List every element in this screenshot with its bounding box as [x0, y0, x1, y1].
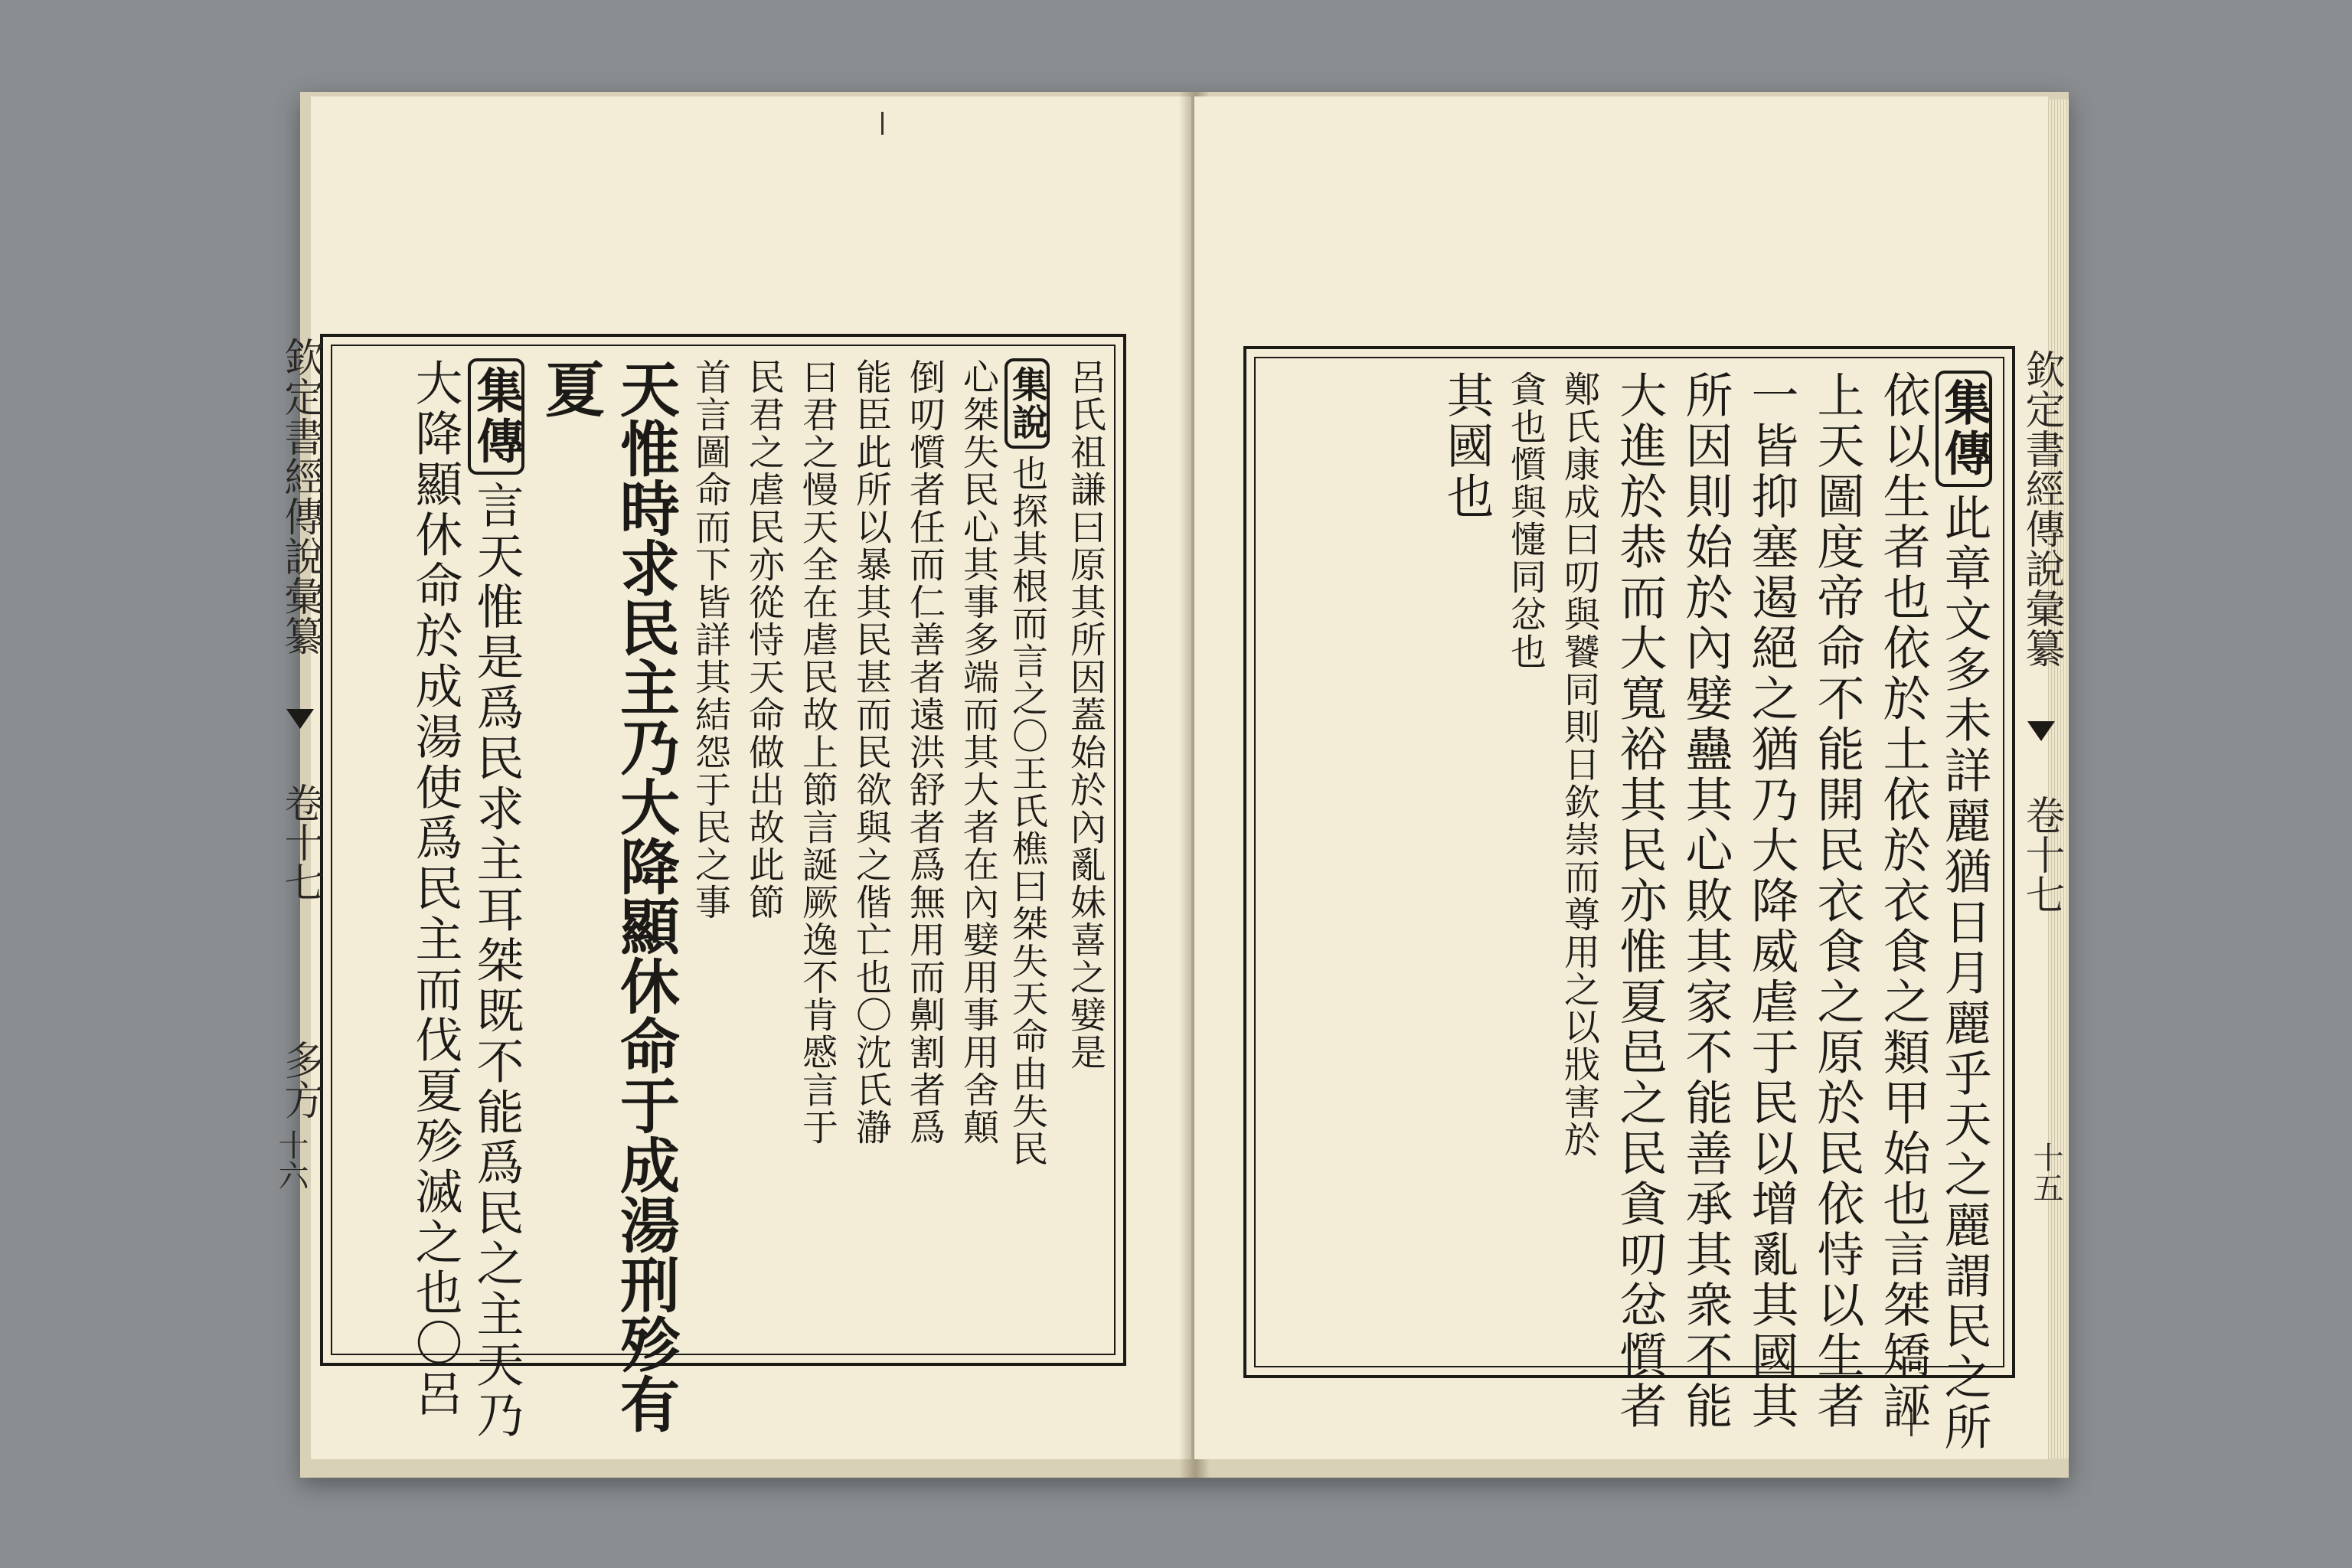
column-text: 言天惟是爲民求主耳桀既不能爲民之主天乃 — [469, 481, 524, 1441]
column-text: 大降顯休命於成湯使爲民主而伐夏殄滅之也〇呂 — [407, 358, 463, 1419]
tick-mark — [881, 112, 884, 135]
text-column — [1429, 371, 1494, 1355]
right-margin-column — [2017, 349, 2064, 1375]
text-column — [529, 358, 605, 1343]
margin-title: 欽定書經傳說彙纂 — [277, 337, 323, 655]
text-column — [1548, 371, 1600, 1355]
column-text: 所因則始於內嬖蠱其心敗其家不能善承其衆不能 — [1677, 371, 1733, 1432]
column-text: 天惟時求民主乃大降顯休命于成湯刑殄有 — [610, 358, 680, 1433]
text-column — [893, 358, 946, 1343]
fold-number: 十五 — [2028, 1142, 2063, 1203]
column-text: 一皆抑塞遏絕之猶乃大降威虐于民以增亂其國其 — [1743, 371, 1799, 1432]
text-column — [947, 358, 999, 1343]
text-column — [1668, 371, 1733, 1432]
column-text: 大進於恭而大寬裕其民亦惟夏邑之民貪叨忿懫者 — [1612, 371, 1668, 1432]
right-text-frame — [1243, 346, 2064, 1453]
right-page — [1194, 96, 2064, 1459]
text-column — [840, 358, 892, 1343]
text-column — [1733, 371, 1799, 1432]
text-column — [604, 358, 680, 1433]
text-column — [1799, 371, 1865, 1432]
column-text: 呂氏祖謙曰原其所因蓋始於內亂妹喜之嬖是 — [1064, 358, 1106, 1071]
text-column — [786, 358, 838, 1343]
margin-chapter: 多方 — [277, 1040, 323, 1119]
section-badge: 集傳 — [1936, 371, 1992, 487]
column-text: 曰君之慢天全在虐民故上節言誕厥逸不肯慼言于 — [796, 358, 838, 1146]
left-margin-column — [273, 337, 323, 1363]
left-page — [273, 96, 1191, 1459]
text-column — [1001, 358, 1050, 1343]
fold-number: 十六 — [273, 1129, 309, 1191]
text-column — [1602, 371, 1668, 1432]
right-text-columns — [1266, 371, 1992, 1453]
margin-volume: 卷十七 — [2018, 795, 2064, 914]
open-book — [273, 92, 2069, 1478]
column-text: 倒叨懫者任而仁善者遠洪舒者爲無用而劓割者爲 — [903, 358, 946, 1146]
text-column — [1865, 371, 1931, 1432]
column-text: 民君之虐民亦從恃天命做出故此節 — [743, 358, 785, 921]
text-column — [1931, 371, 1992, 1453]
column-text: 上天圖度帝命不能開民衣食之原於民依恃以生者 — [1809, 371, 1865, 1432]
left-text-columns — [343, 358, 1106, 1441]
section-badge: 集說 — [1004, 358, 1050, 449]
column-text: 此章文多未詳麗猶日月麗乎天之麗謂民之所 — [1936, 493, 1992, 1453]
column-text: 也探其根而言之〇王氏樵曰桀失天命由失民 — [1006, 455, 1048, 1168]
text-column — [733, 358, 785, 1343]
fish-tail-mark-icon — [286, 709, 314, 729]
column-text: 首言圖命而下皆詳其結怨于民之事 — [689, 358, 731, 921]
column-text: 依以生者也依於土依於衣食之類甲始也言桀矯誣 — [1875, 371, 1931, 1432]
text-column — [397, 358, 463, 1419]
left-text-frame — [273, 334, 1126, 1441]
text-column — [1494, 371, 1547, 1355]
column-text: 貪也懫與懥同忿也 — [1504, 371, 1547, 671]
column-text: 心桀失民心其事多端而其大者在內嬖用事用舍顛 — [957, 358, 999, 1146]
margin-volume: 卷十七 — [277, 782, 323, 902]
text-column — [679, 358, 731, 1343]
column-text: 其國也 — [1439, 371, 1494, 522]
column-text: 鄭氏康成曰叨與饕同則日欽崇而尊用之以戕害於 — [1558, 371, 1600, 1158]
fish-tail-mark-icon — [2027, 721, 2055, 741]
column-text: 夏 — [535, 358, 605, 418]
margin-title: 欽定書經傳說彙纂 — [2018, 349, 2064, 668]
section-badge: 集傳 — [468, 358, 524, 475]
text-column — [463, 358, 524, 1441]
column-text: 能臣此所以暴其民甚而民欲與之偕亡也〇沈氏瀞 — [850, 358, 892, 1146]
text-column — [1054, 358, 1106, 1343]
